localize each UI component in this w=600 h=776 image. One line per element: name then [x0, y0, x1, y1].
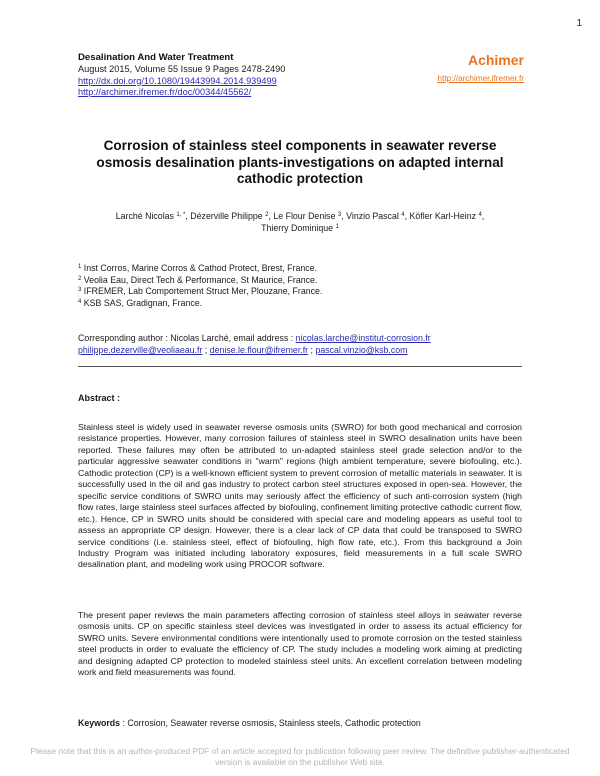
author-name: Thierry Dominique [261, 223, 334, 233]
keywords-line [78, 718, 421, 728]
corresponding-label: Corresponding author : Nicolas Larché, email address : [78, 333, 294, 343]
author-name: Larché Nicolas [115, 211, 174, 221]
abstract-paragraph: Stainless steel is widely used in seawater reverse osmosis units (SWRO) for both good mechanical and corrosion resistance properties. However, many corrosion failures of stainless steel in SWRO desalination units have been reported. These failures may often be attributed to un-adapted stainless steel grade selection and/or to the particular aggressive seawater conditions in "warm" regions (high ambient temperature, severe biofouling, etc.). Cathodic protection (CP) is a well-known efficient system to prevent corrosion of metallic materials in seawater. It is successfully used in the oil and gas industry to protect carbon steel structures exposed in open-sea. However, the specific service conditions of SWRO units may seriously affect the efficiency of such anti-corrosion system (high flow rates, large stainless steel surfaces affected by biofouling, confinement limiting protective cathodic current flow, etc.). Hence, CP in SWRO units should be considered with special care and modeling appears as useful tool to assess an appropriate CP design. However, there is a clear lack of CP data that could be transposed to SWRO service conditions (i.e. stainless steel, effect of biofouling, high flow rate, etc.). From this background a Join Industry Program was initiated including laboratory exposures, field measurements in a full scale SWRO desalination plant, and modeling work using PROCOR software. [78, 422, 522, 570]
author-affil-mark: 4 [401, 212, 405, 218]
affiliation: $^1$ Inst Corros, Marine Corros & Cathod Protect, Brest, France. [78, 263, 317, 273]
author-affil-mark: 4 [478, 212, 482, 218]
affil-num: 4 [78, 298, 82, 305]
email-link-larche[interactable]: nicolas.larche@institut-corrosion.fr [295, 333, 431, 343]
keywords-label: Keywords [78, 718, 121, 728]
affiliations [78, 263, 322, 309]
affiliation: $^3$ IFREMER, Lab Comportement Struct Mer, Plouzane, France. [78, 286, 323, 296]
email-separator: ; [308, 345, 316, 355]
journal-name: Desalination And Water Treatment [78, 52, 234, 63]
achimer-link[interactable]: http://archimer.ifremer.fr [437, 74, 524, 83]
affiliation: $^4$ KSB SAS, Gradignan, France. [78, 297, 203, 308]
email-link-leflour[interactable]: denise.le.flour@ifremer.fr [209, 345, 309, 355]
email-link-vinzio[interactable]: pascal.vinzio@ksb.com [315, 345, 408, 355]
affil-num: 2 [78, 275, 82, 282]
footer-disclaimer: Please note that this is an author-produced PDF of an article accepted for publication following peer review. The definitive publisher-authenticated version is available on the publisher Web site. [30, 746, 570, 767]
affil-num: 3 [78, 287, 82, 293]
doi-link[interactable]: http://dx.doi.org/10.1080/19443994.2014.939499 [78, 75, 277, 86]
achimer-logo: Achimer [467, 52, 524, 68]
email-separator: ; [202, 345, 210, 355]
section-divider [78, 366, 522, 367]
author-list: Larché Nicolas $^{1, *}$, Dézerville Philippe $^2$, Le Flour Denise $^3$, Vinzio Pascal $^4$, Köfler Karl-Heinz $^4$, Thierry Dominique $^1$ [115, 211, 485, 233]
abstract-heading: Abstract : [78, 393, 121, 403]
affil-num: 1 [78, 264, 82, 270]
author-name: Dézerville Philippe [190, 211, 263, 221]
author-affil-mark: 1 [335, 224, 339, 230]
corresponding-author [78, 332, 528, 356]
article-title: Corrosion of stainless steel components in seawater reverse osmosis desalination plants-investigations on adapted internal cathodic protection [96, 138, 504, 187]
page-number: 1 [576, 18, 582, 29]
affiliation: $^2$ Veolia Eau, Direct Tech & Performance, St Maurice, France. [78, 274, 318, 285]
archive-link[interactable]: http://archimer.ifremer.fr/doc/00344/45562/ [78, 87, 252, 98]
email-link-dezerville[interactable]: philippe.dezerville@veoliaeau.fr [78, 345, 203, 355]
author-affil-mark: 3 [337, 212, 342, 218]
author-affil-mark: 1, * [176, 212, 186, 218]
author-name: Vinzio Pascal [346, 211, 399, 221]
author-name: Le Flour Denise [273, 211, 336, 221]
journal-header [78, 52, 378, 99]
author-name: Köfler Karl-Heinz [409, 211, 476, 221]
author-affil-mark: 2 [265, 212, 269, 218]
achimer-branding [438, 52, 524, 86]
keywords-text: : Corrosion, Seawater reverse osmosis, Stainless steels, Cathodic protection [120, 718, 421, 728]
issue-line: August 2015, Volume 55 Issue 9 Pages 2478-2490 [78, 63, 286, 74]
abstract-paragraph: The present paper reviews the main parameters affecting corrosion of stainless steel alloys in seawater reverse osmosis units. CP on specific stainless steel devices was investigated in order to assess its actual efficiency for SWRO units. Severe environmental conditions were intentionally used to promote corrosion on the tested stainless steel products in order to evaluate the efficiency of CP. The study includes a modeling work aiming at predicting and designing adapted CP protection to modeled stainless steel units. An excellent correlation between modeling work and field measurements was found. [78, 610, 522, 678]
